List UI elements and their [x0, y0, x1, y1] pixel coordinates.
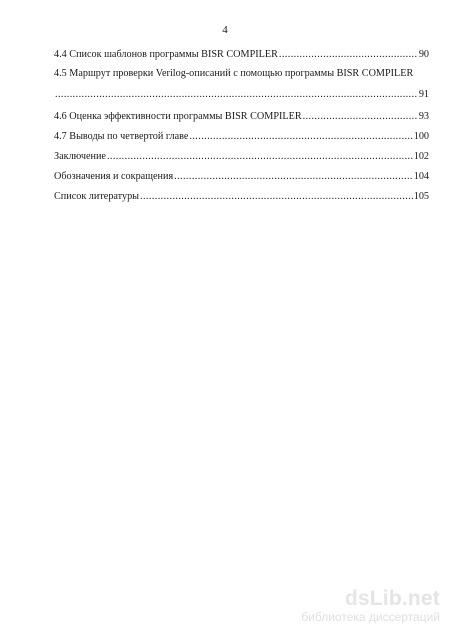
toc-entry-conclusion[interactable]: [54, 147, 429, 167]
toc-entry-title: 4.4 Список шаблонов программы BISR COMPILER: [54, 49, 278, 60]
watermark: [250, 588, 440, 624]
toc-entry-4-5[interactable]: [54, 65, 429, 107]
toc-entry-4-6[interactable]: [54, 107, 429, 127]
toc-entry-page: 104: [413, 171, 429, 182]
toc-entry-title: 4.7 Выводы по четвертой главе: [54, 131, 189, 142]
toc-entry-page: 105: [413, 191, 429, 202]
toc-entry-page: 91: [418, 89, 429, 100]
toc-entry-4-4[interactable]: [54, 45, 429, 65]
watermark-logo: dsLib.net: [344, 587, 440, 610]
toc-leader-dots: [303, 107, 418, 127]
toc-leader-dots: [55, 83, 418, 107]
page-number: 4: [222, 24, 228, 36]
toc-entry-abbreviations[interactable]: [54, 167, 429, 187]
toc-leader-dots: [189, 127, 412, 147]
toc-entry-title: 4.6 Оценка эффективности программы BISR COMPILER: [54, 111, 302, 122]
toc-entry-page: 93: [418, 111, 429, 122]
watermark-tagline: библиотека диссертаций: [301, 610, 440, 624]
toc-leader-dots: [279, 45, 418, 65]
toc-entry-title: Обозначения и сокращения: [54, 171, 174, 182]
toc-leader-dots: [140, 187, 413, 207]
table-of-contents: [54, 45, 429, 207]
toc-entry-references[interactable]: [54, 187, 429, 207]
toc-leader-dots: [174, 167, 413, 187]
toc-entry-title: Заключение: [54, 151, 106, 162]
toc-entry-title: 4.5 Маршрут проверки Verilog-описаний с помощью программы BISR COMPILER: [54, 68, 414, 79]
toc-entry-page: 102: [413, 151, 429, 162]
toc-leader-dots: [107, 147, 413, 167]
toc-entry-page: 100: [413, 131, 429, 142]
toc-entry-page: 90: [418, 49, 429, 60]
toc-entry-title: Список литературы: [54, 191, 140, 202]
toc-entry-4-7[interactable]: [54, 127, 429, 147]
